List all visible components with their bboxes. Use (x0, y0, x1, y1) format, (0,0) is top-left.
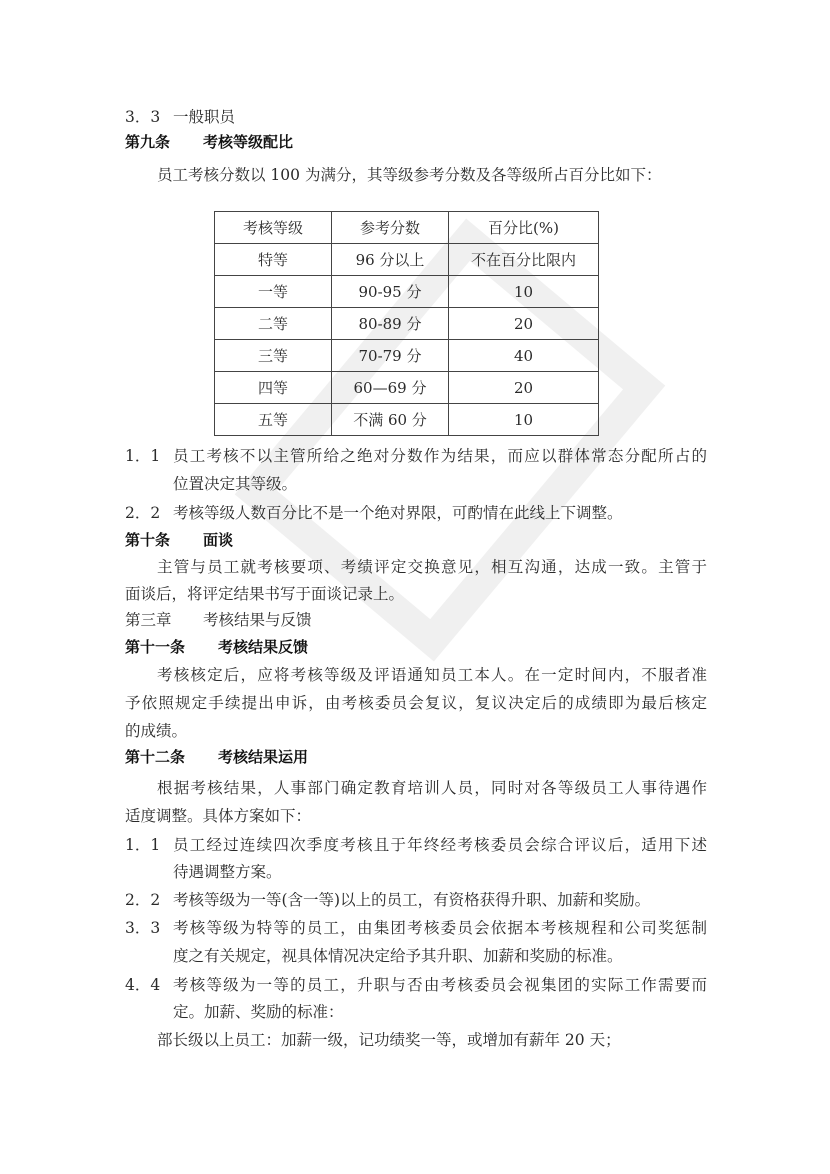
article-10-heading (125, 530, 233, 550)
table-cell: 70-79 分 (332, 340, 449, 372)
article-title: 考核结果反馈 (218, 638, 309, 656)
table-cell: 80-89 分 (332, 308, 449, 340)
note-1-line1: 员工考核不以主管所给之绝对分数作为结果，而应以群体常态分配所占的 (173, 447, 707, 465)
item-1-line1: 员工经过连续四次季度考核且于年终经考核委员会综合评议后，适用下述 (173, 836, 707, 854)
item-4-line2: 定。加薪、奖励的标准： (173, 1003, 344, 1021)
article-11-line3: 的成绩。 (125, 722, 188, 740)
table-header: 考核等级 (215, 212, 332, 244)
table-cell: 一等 (215, 276, 332, 308)
table-cell: 四等 (215, 372, 332, 404)
note-number: 2．2 (125, 504, 161, 522)
table-cell: 20 (449, 308, 599, 340)
item-4-line1: 考核等级为一等的员工，升职与否由考核委员会视集团的实际工作需要而 (173, 976, 707, 994)
table-cell: 特等 (215, 244, 332, 276)
chapter-title: 考核结果与反馈 (203, 611, 312, 629)
section-number: 3．3 (125, 108, 161, 126)
table-cell: 90-95 分 (332, 276, 449, 308)
chapter-3-heading (125, 610, 312, 630)
table-cell: 60—69 分 (332, 372, 449, 404)
table-row (215, 372, 599, 404)
article-12-line1: 根据考核结果，人事部门确定教育培训人员，同时对各等级员工人事待遇作 (157, 779, 707, 797)
table-row (215, 340, 599, 372)
article-number: 第十条 (125, 531, 171, 549)
table-cell: 10 (449, 404, 599, 436)
table-row (215, 276, 599, 308)
note-1-line2: 位置决定其等级。 (173, 475, 298, 493)
table-cell: 10 (449, 276, 599, 308)
article-title: 考核结果运用 (218, 748, 309, 766)
table-row (215, 404, 599, 436)
table-row (215, 244, 599, 276)
item-1-num: 1．1 (125, 836, 161, 854)
last-line: 部长级以上员工：加薪一级，记功绩奖一等，或增加有薪年 20 天； (157, 1031, 621, 1049)
grade-table (214, 211, 599, 436)
item-4-num: 4．4 (125, 976, 161, 994)
chapter-number: 第三章 (125, 611, 172, 629)
article-title: 面谈 (203, 531, 234, 549)
item-1-line2: 待遇调整方案。 (173, 863, 282, 881)
item-2-line1: 考核等级为一等(含一等)以上的员工，有资格获得升职、加薪和奖励。 (173, 891, 651, 909)
article-10-line1: 主管与员工就考核要项、考绩评定交换意见，相互沟通，达成一致。主管于 (157, 558, 707, 576)
table-cell: 20 (449, 372, 599, 404)
note-text: 考核等级人数百分比不是一个绝对界限，可酌情在此线上下调整。 (173, 504, 623, 522)
table-row (215, 308, 599, 340)
item-3-line1: 考核等级为特等的员工，由集团考核委员会依据本考核规程和公司奖惩制 (173, 919, 707, 937)
table-header-row (215, 212, 599, 244)
article-11-heading (125, 637, 308, 657)
table-header: 百分比(%) (449, 212, 599, 244)
table-cell: 96 分以上 (332, 244, 449, 276)
section-3-3 (125, 107, 235, 127)
article-number: 第十二条 (125, 748, 186, 766)
note-2 (125, 503, 623, 523)
item-2-num: 2．2 (125, 891, 161, 909)
article-number: 第十一条 (125, 638, 186, 656)
article-11-line2: 予依照规定手续提出申诉，由考核委员会复议，复议决定后的成绩即为最后核定 (125, 694, 707, 712)
item-3-num: 3．3 (125, 919, 161, 937)
article-9-heading (125, 132, 293, 152)
article-12-line2: 适度调整。具体方案如下： (125, 807, 312, 825)
table-cell: 40 (449, 340, 599, 372)
section-title: 一般职员 (173, 108, 236, 126)
article-12-heading (125, 747, 308, 767)
table-cell: 二等 (215, 308, 332, 340)
article-number: 第九条 (125, 133, 171, 151)
note-1-num: 1．1 (125, 447, 161, 465)
article-10-line2: 面谈后，将评定结果书写于面谈记录上。 (125, 585, 405, 603)
table-cell: 三等 (215, 340, 332, 372)
table-cell: 不满 60 分 (332, 404, 449, 436)
article-title: 考核等级配比 (203, 133, 294, 151)
table-cell: 不在百分比限内 (449, 244, 599, 276)
article-9-intro: 员工考核分数以 100 为满分，其等级参考分数及各等级所占百分比如下： (157, 166, 662, 184)
table-header: 参考分数 (332, 212, 449, 244)
item-3-line2: 度之有关规定，视具体情况决定给予其升职、加薪和奖励的标准。 (173, 947, 623, 965)
table-cell: 五等 (215, 404, 332, 436)
article-11-line1: 考核核定后，应将考核等级及评语通知员工本人。在一定时间内，不服者准 (157, 666, 707, 684)
